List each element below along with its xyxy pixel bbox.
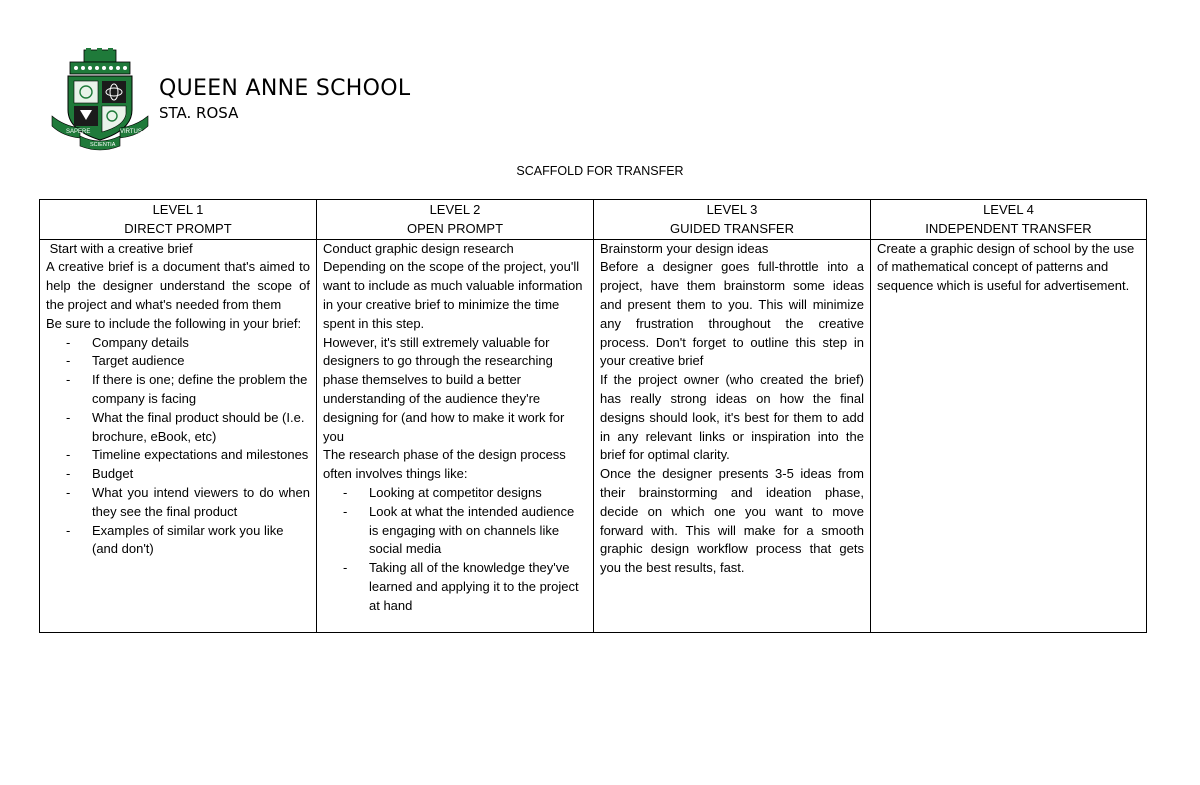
cell-paragraph: However, it's still extremely valuable for designers to go through the researching phase themselves to build a better understanding of the audience they're designing for (and how to make it work for you	[323, 334, 565, 444]
brief-items-list	[46, 334, 310, 560]
research-items-list	[323, 484, 587, 616]
table-body-row	[40, 239, 1147, 632]
level-label: LEVEL 4	[983, 202, 1034, 217]
list-item: - Taking all of the knowledge they've learned and applying it to the project at hand	[323, 559, 587, 615]
cell-paragraph: Create a graphic design of school by the use of mathematical concept of patterns and sequence which is useful for advertisement.	[877, 240, 1135, 294]
list-item: - What the final product should be (I.e. brochure, eBook, etc)	[46, 409, 310, 447]
cell-open-prompt	[317, 239, 594, 632]
cell-heading: Brainstorm your design ideas	[600, 240, 769, 256]
crest-motto-left: SAPERE	[66, 129, 91, 135]
cell-heading: Conduct graphic design research	[323, 240, 514, 256]
cell-paragraph: If the project owner (who created the brief) has really strong ideas on how the final designs should look, it's best for them to add in any relevant links or inspiration into the brief for optimal clarity.	[600, 372, 864, 463]
cell-paragraph: A creative brief is a document that's aimed to help the designer understand the scope of the project and what's needed from them	[46, 259, 310, 312]
level-name: DIRECT PROMPT	[124, 220, 232, 236]
list-item: - Company details	[46, 334, 310, 353]
list-item: - What you intend viewers to do when they see the final product	[46, 484, 310, 522]
column-header-level-3	[594, 200, 871, 240]
column-header-level-1	[40, 200, 317, 240]
school-location: STA. ROSA	[159, 104, 239, 122]
scaffold-table	[39, 199, 1147, 633]
level-name: GUIDED TRANSFER	[670, 220, 794, 236]
cell-paragraph: Depending on the scope of the project, you'll want to include as much valuable information in your creative brief to minimize the time spent in this step.	[323, 259, 583, 331]
table-header-row	[40, 200, 1147, 240]
cell-paragraph: The research phase of the design process often involves things like:	[323, 447, 566, 482]
level-label: LEVEL 1	[152, 202, 204, 217]
level-label: LEVEL 3	[706, 202, 758, 217]
column-header-level-2	[317, 200, 594, 240]
cell-independent-transfer	[871, 239, 1147, 632]
list-item: - Examples of similar work you like (and don't)	[46, 522, 310, 560]
level-name: OPEN PROMPT	[406, 220, 504, 236]
level-label: LEVEL 2	[429, 202, 481, 217]
list-item: - Target audience	[46, 352, 310, 371]
crest-motto-bottom: SCIENTIA	[90, 142, 116, 148]
school-crest-logo	[50, 48, 150, 152]
list-item: - Looking at competitor designs	[323, 484, 587, 503]
cell-paragraph: Before a designer goes full-throttle into a project, have them brainstorm some ideas and present them to you. This will minimize any frustration throughout the creative process. Don't forget to outline this step in your creative brief	[600, 259, 864, 369]
list-item: - Look at what the intended audience is engaging with on channels like social media	[323, 503, 587, 559]
level-name: INDEPENDENT TRANSFER	[925, 220, 1092, 236]
list-item: - If there is one; define the problem the company is facing	[46, 371, 310, 409]
cell-guided-transfer	[594, 239, 871, 632]
cell-direct-prompt	[40, 239, 317, 632]
column-header-level-4	[871, 200, 1147, 240]
crest-motto-right: VIRTUS	[120, 129, 142, 135]
list-item: - Timeline expectations and milestones	[46, 446, 310, 465]
list-item: - Budget	[46, 465, 310, 484]
school-name: QUEEN ANNE SCHOOL	[159, 76, 411, 101]
cell-heading: Start with a creative brief	[46, 240, 193, 256]
document-title: SCAFFOLD FOR TRANSFER	[516, 164, 684, 178]
cell-paragraph: Once the designer presents 3-5 ideas from their brainstorming and ideation phase, decide on which one you want to move forward with. This will make for a smooth graphic design workflow process that gets you the best results, fast.	[600, 466, 864, 576]
cell-paragraph: Be sure to include the following in your brief:	[46, 315, 302, 331]
